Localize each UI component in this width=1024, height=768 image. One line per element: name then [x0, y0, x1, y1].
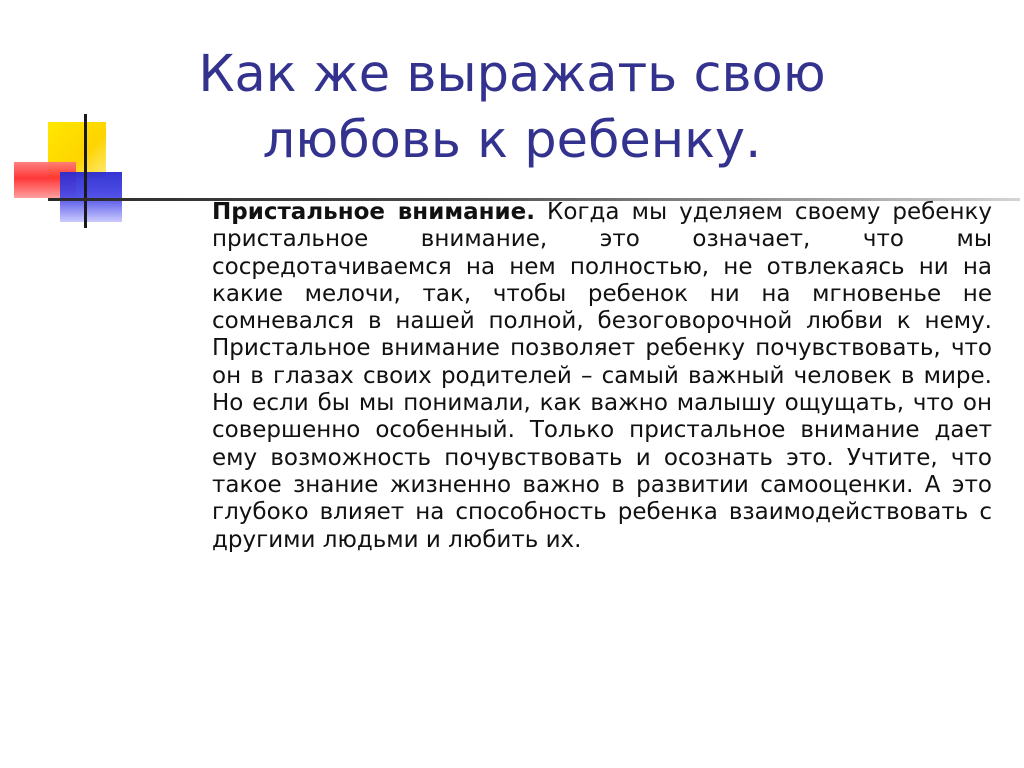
- body-main-text: Когда мы уделяем своему ребенку пристальное внимание, это означает, что мы сосредотачиваемся на нем полностью, не отвлекаясь ни на какие мелочи, так, чтобы ребенок ни на мгновенье не сомневался в нашей полной, безоговорочной любви к нему. Пристальное внимание позволяет ребенку почувствовать, что он в глазах своих родителей – самый важный человек в мире. Но если бы мы понимали, как важно малышу ощущать, что он совершенно особенный. Только пристальное внимание дает ему возможность почувствовать и осознать это. Учтите, что такое знание жизненно важно в развитии самооценки. А это глубоко влияет на способность ребенка взаимодействовать с другими людьми и любить их.: [212, 199, 992, 553]
- body-lead-text: Пристальное внимание.: [212, 199, 535, 225]
- body-paragraph: [212, 199, 992, 554]
- blue-square-decoration: [60, 172, 122, 222]
- vertical-line-decoration: [84, 114, 87, 228]
- slide-title: Как же выражать свою любовь к ребенку.: [198, 45, 826, 170]
